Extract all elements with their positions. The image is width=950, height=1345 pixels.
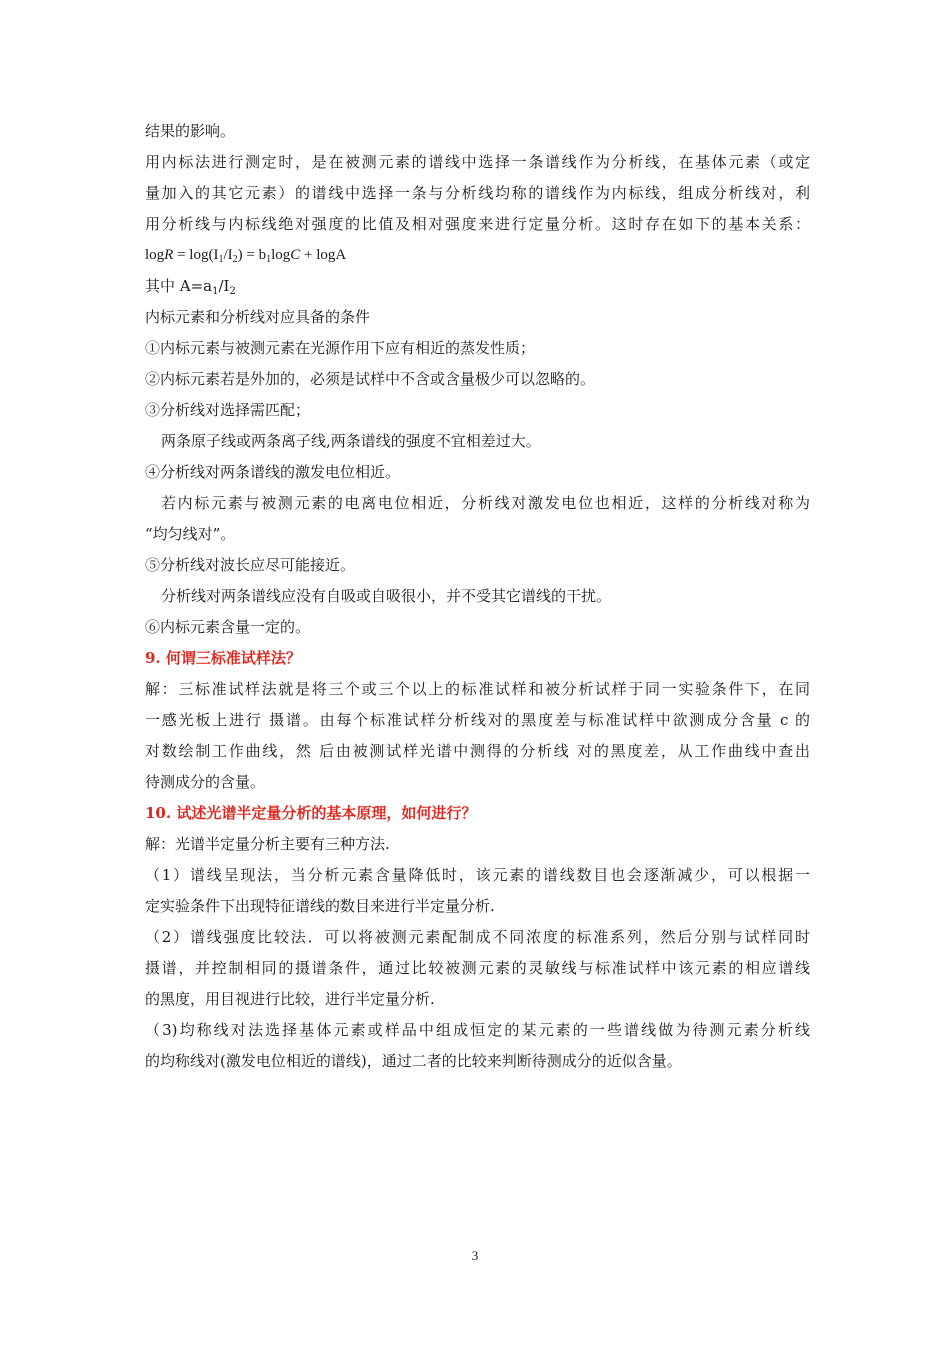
formula-part: /I	[223, 247, 233, 263]
formula-part: + logA	[300, 247, 347, 263]
answer-line: 的黑度，用目视进行比较，进行半定量分析.	[145, 990, 435, 1008]
answer-line: 待测成分的含量。	[145, 773, 266, 791]
answer-line: 一感光板上进行 摄谱。由每个标准试样分析线对的黑度差与标准试样中欲测成分含量 c 的	[145, 711, 810, 729]
answer-line: 对数绘制工作曲线，然 后由被测试样光谱中测得的分析线 对的黑度差，从工作曲线中查出	[145, 742, 810, 760]
formula-subscript: 1	[266, 254, 272, 265]
condition-item: ②内标元素若是外加的，必须是试样中不含或含量极少可以忽略的。	[145, 370, 596, 388]
text-line: 用分析线与内标线绝对强度的比值及相对强度来进行定量分析。这时存在如下的基本关系：	[145, 215, 810, 233]
document-body	[145, 116, 810, 1077]
where-part: 其中 A=a	[145, 277, 213, 295]
answer-line: 解：三标准试样法就是将三个或三个以上的标准试样和被分析试样于同一实验条件下，在同	[145, 680, 810, 698]
formula-subscript: 1	[218, 254, 224, 265]
formula-line	[145, 240, 810, 271]
where-part: /I	[218, 277, 230, 295]
condition-item: ④分析线对两条谱线的激发电位相近。	[145, 463, 401, 481]
answer-line: （2）谱线强度比较法．可以将被测元素配制成不同浓度的标准系列，然后分别与试样同时	[145, 928, 810, 946]
formula-part: log	[271, 247, 291, 263]
condition-item: ①内标元素与被测元素在光源作用下应有相近的蒸发性质；	[145, 339, 536, 357]
question-10-heading: 10. 试述光谱半定量分析的基本原理，如何进行？	[145, 804, 477, 822]
formula-subscript: 2	[232, 254, 238, 265]
condition-note: 分析线对两条谱线应没有自吸或自吸很小，并不受其它谱线的干扰。	[161, 587, 612, 605]
condition-note: 两条原子线或两条离子线,两条谱线的强度不宜相差过大。	[161, 432, 541, 450]
where-subscript: 2	[229, 286, 236, 297]
where-subscript: 1	[212, 286, 219, 297]
page-number: 3	[471, 1248, 479, 1263]
condition-note: “均匀线对”。	[145, 525, 236, 543]
answer-line: （1）谱线呈现法，当分析元素含量降低时，该元素的谱线数目也会逐渐减少，可以根据一	[145, 866, 810, 884]
answer-line: 摄谱，并控制相同的摄谱条件，通过比较被测元素的灵敏线与标准试样中该元素的相应谱线	[145, 959, 810, 977]
text-line: 量加入的其它元素）的谱线中选择一条与分析线均称的谱线作为内标线，组成分析线对，利	[145, 184, 810, 202]
text-line: 结果的影响。	[145, 122, 236, 140]
text-line: 用内标法进行测定时，是在被测元素的谱线中选择一条谱线作为分析线，在基体元素（或定	[145, 153, 810, 171]
answer-line: 解：光谱半定量分析主要有三种方法.	[145, 835, 390, 853]
formula-variable: R	[164, 247, 174, 263]
formula-part: log	[145, 247, 165, 263]
condition-item: ⑤分析线对波长应尽可能接近。	[145, 556, 356, 574]
condition-item: ③分析线对选择需匹配；	[145, 401, 311, 419]
formula-part: = log(I	[173, 247, 219, 263]
where-line	[145, 271, 810, 302]
question-9-heading: 9. 何谓三标准试样法？	[145, 649, 301, 667]
answer-line: （3)均称线对法选择基体元素或样品中组成恒定的某元素的一些谱线做为待测元素分析线	[145, 1021, 810, 1039]
answer-line: 定实验条件下出现特征谱线的数目来进行半定量分析.	[145, 897, 495, 915]
formula-variable: C	[290, 247, 301, 263]
conditions-title: 内标元素和分析线对应具备的条件	[145, 308, 371, 326]
condition-item: ⑥内标元素含量一定的。	[145, 618, 311, 636]
condition-note: 若内标元素与被测元素的电离电位相近，分析线对激发电位也相近，这样的分析线对称为	[161, 494, 810, 512]
answer-line: 的均称线对(激发电位相近的谱线)，通过二者的比较来判断待测成分的近似含量。	[145, 1052, 682, 1070]
formula-part: ) = b	[237, 247, 267, 263]
